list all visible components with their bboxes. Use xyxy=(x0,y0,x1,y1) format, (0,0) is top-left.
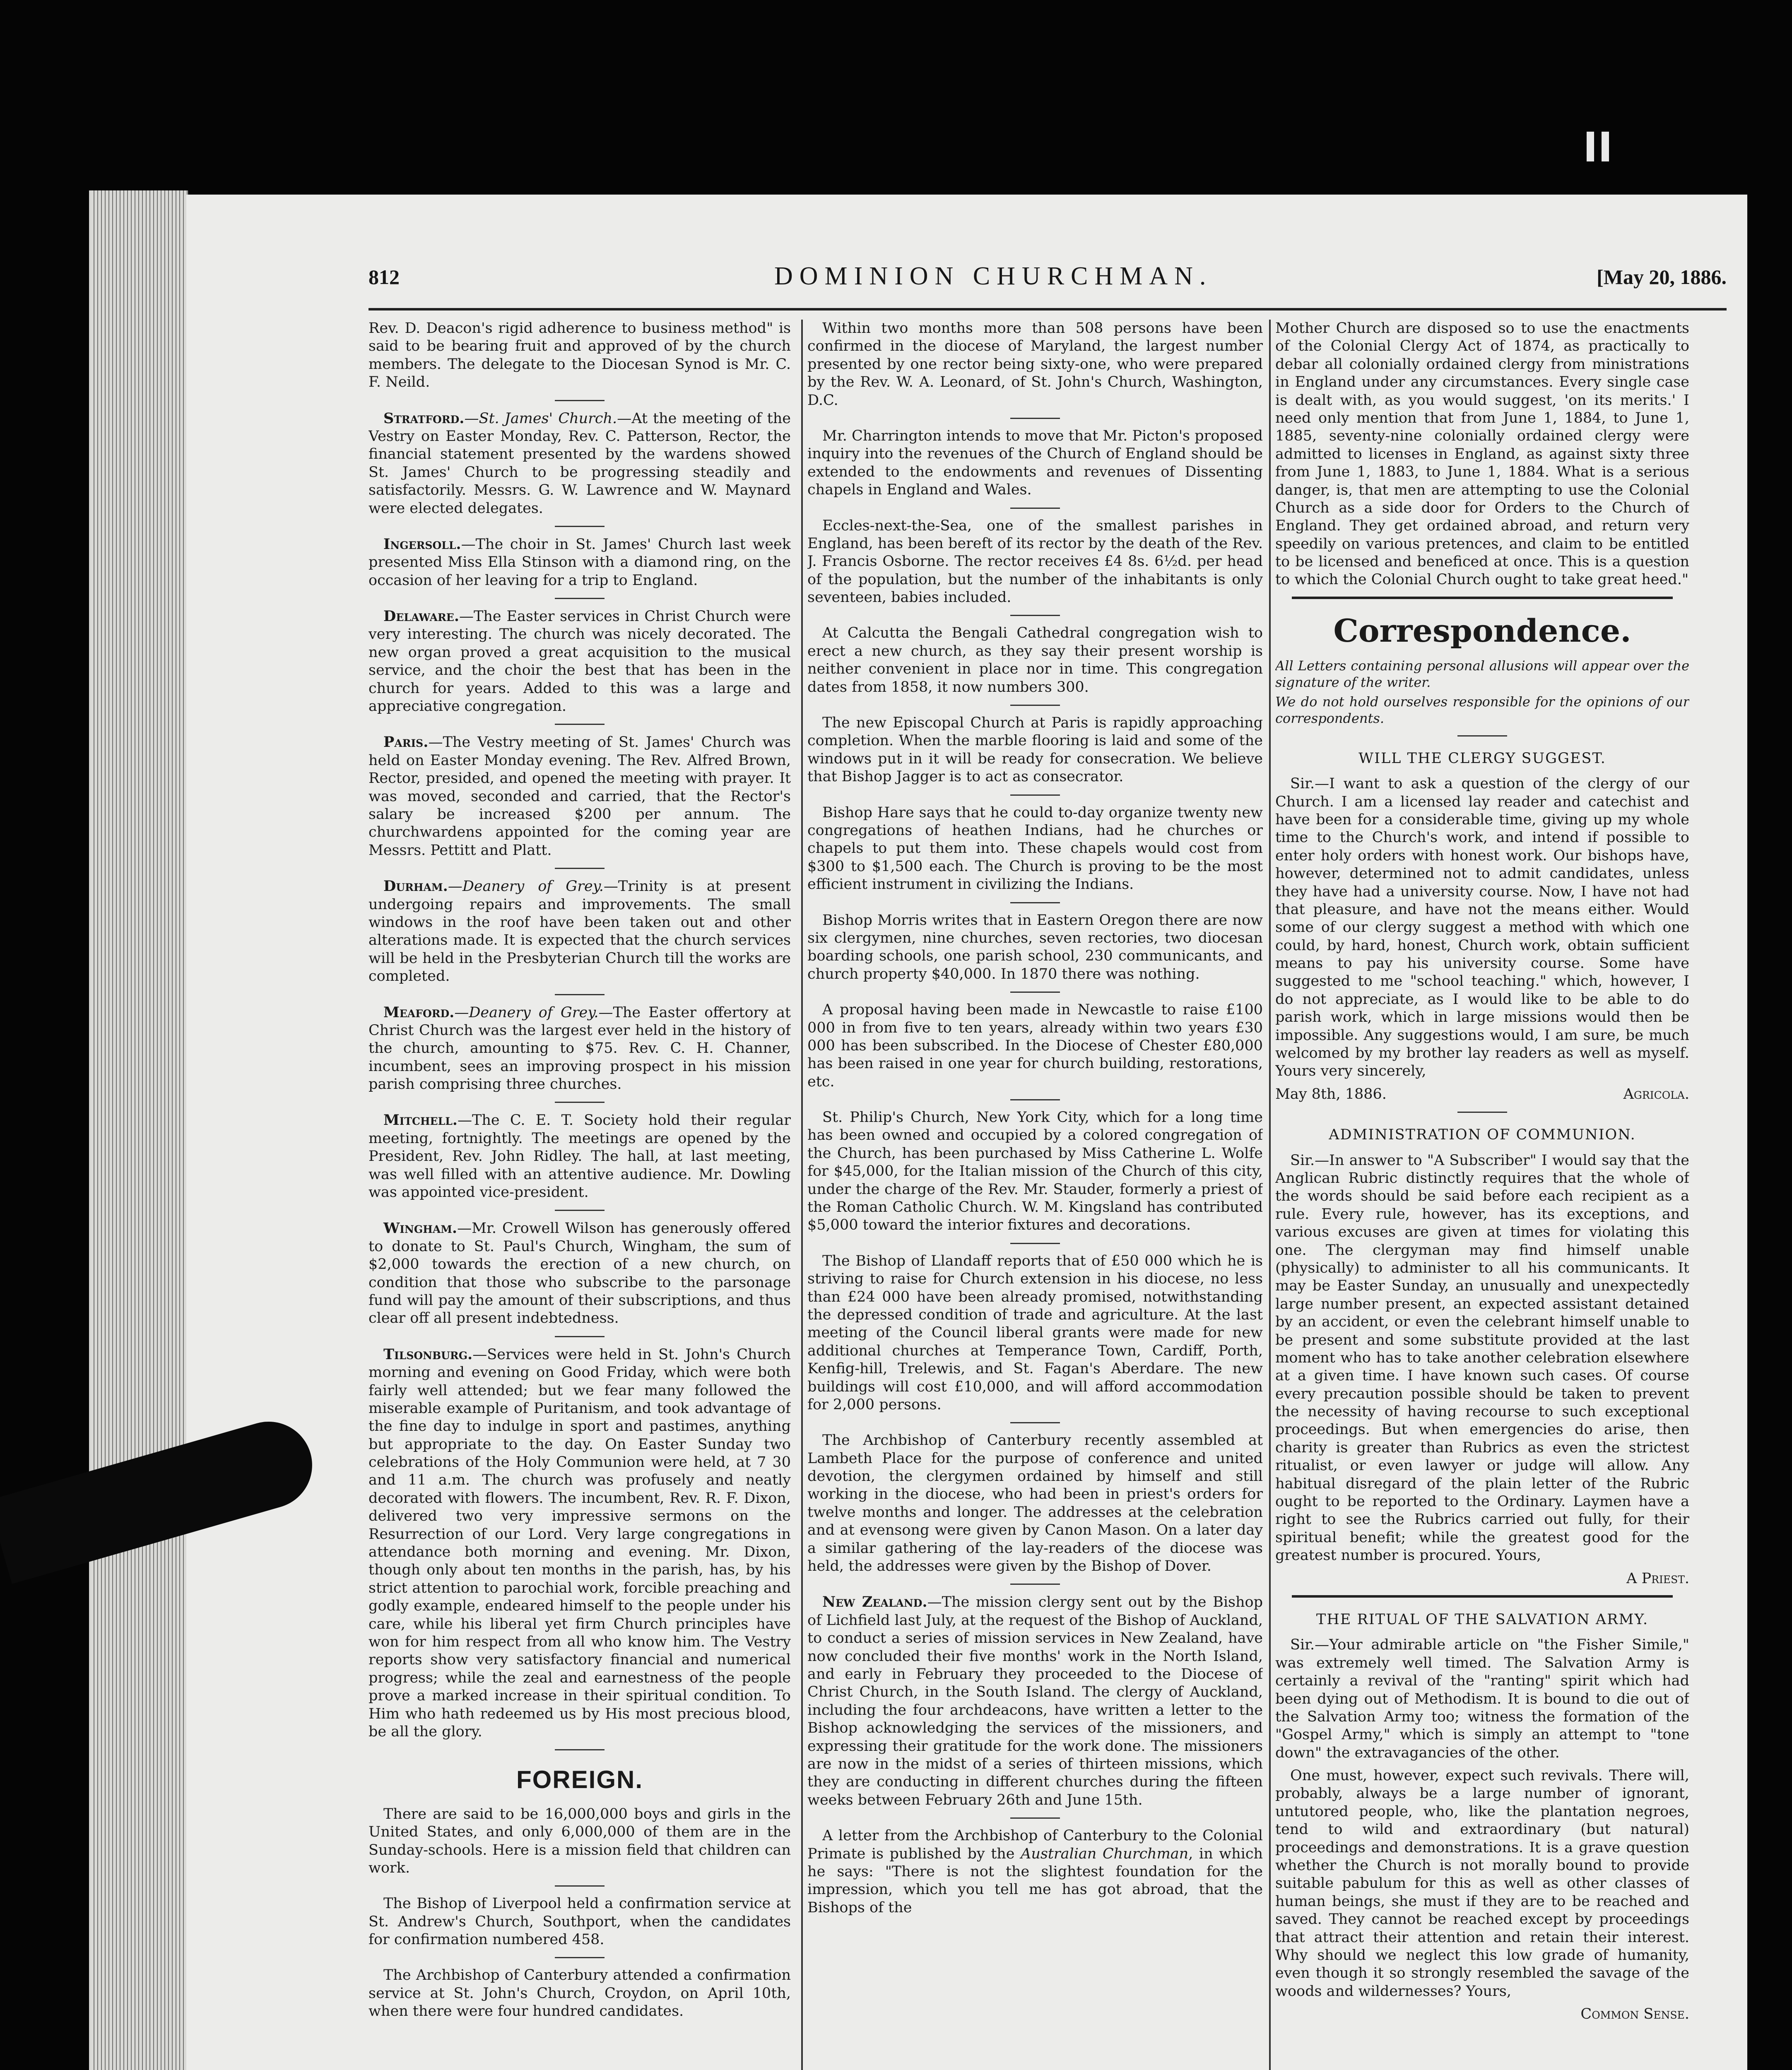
separator xyxy=(1457,735,1507,737)
article: The Archbishop of Canterbury recently assembled at Lambeth Place for the purpose of conference and united devotion, the clergymen ordained by himself and still working in the diocese, who had been in priest's orders for twelve months and longer. The addresses at the celebration and at evensong were given by Canon Mason. On a later day a similar gathering of the lay-readers of the diocese was held, the addresses were given by the Bishop of Dover. xyxy=(807,1432,1263,1575)
column-1 xyxy=(369,320,791,2070)
letter-title: ADMINISTRATION OF COMMUNION. xyxy=(1329,1126,1636,1143)
column-rule xyxy=(1269,320,1271,2070)
article: Rev. D. Deacon's rigid adherence to business method" is said to be bearing fruit and approved of by the church members. The delegate to the Diocesan Synod is Mr. C. F. Neild. xyxy=(369,320,791,391)
separator xyxy=(1010,1243,1060,1244)
letter-signature: A Priest. xyxy=(1626,1570,1689,1587)
article: The Bishop of Llandaff reports that of £50 000 which he is striving to raise for Church extension in his diocese, no less than £24 000 have been already promised, notwithstanding the depressed condition of trade and agriculture. At the last meeting of the Council liberal grants were made for new additional churches at Temperance Town, Cardiff, Porth, Kenfig-hill, Trelewis, and St. Fagan's Aberdare. The new buildings will cost £10,000, and will afford accommodation for 2,000 persons. xyxy=(807,1252,1263,1413)
separator xyxy=(1010,1584,1060,1585)
separator xyxy=(1010,508,1060,509)
separator xyxy=(555,994,605,995)
column-rule xyxy=(801,320,803,2070)
page-date: [May 20, 1886. xyxy=(1597,265,1727,289)
article: Delaware.—The Easter services in Christ Church were very interesting. The church was nicely decorated. The new organ proved a great acquisition to the musical service, and the choir the best that has been in the church for years. Added to this was a large and appreciative congregation. xyxy=(369,608,791,715)
separator xyxy=(555,868,605,869)
column-3 xyxy=(1275,320,1689,2070)
article: Bishop Morris writes that in Eastern Oregon there are now six clergymen, nine churches, seven rectories, two diocesan boarding schools, one parish school, 230 communicants, and church property $40,000. In 1870 there was nothing. xyxy=(807,912,1263,982)
letter-title: THE RITUAL OF THE SALVATION ARMY. xyxy=(1316,1611,1649,1628)
article: Within two months more than 508 persons have been confirmed in the diocese of Maryland, the largest number presented by one rector being sixty-one, who were prepared by the Rev. W. A. Leonard, of St. John's Church, Washington, D.C. xyxy=(807,320,1263,409)
letter-body: Sir.—I want to ask a question of the clergy of our Church. I am a licensed lay reader and catechist and have been for a considerable time, giving up my whole time to the Church's work, and intend if possible to enter holy orders with honest work. Our bishops have, however, determined not to admit candidates, unless they have had a university course. Now, I have not had that pleasure, and have not the means either. Would some of our clergy suggest a method with which one could, by hard, honest, Church work, obtain sufficient means to pay his university course. Some have suggested to me "school teaching." which, however, I do not appreciate, as I would like to be able to do parish work, which in large missions would then be impossible. Any suggestions would, I am sure, be much welcomed by my brother lay readers as well as myself. Yours very sincerely, xyxy=(1275,775,1689,1080)
article: The Bishop of Liverpool held a confirmation service at St. Andrew's Church, Southport, when the candidates for confirmation numbered 458. xyxy=(369,1895,791,1948)
column-2 xyxy=(807,320,1263,2070)
letter-body: Sir.—In answer to "A Subscriber" I would say that the Anglican Rubric distinctly requires that the whole of the words should be said before each recipient as a rule. Every rule, however, has its exceptions, and various excuses are given at times for violating this one. The clergyman may find himself unable (physically) to administer to all his communicants. It may be Easter Sunday, an unusually and unexpectedly large number present, an expected assistant detained by an accident, or even the celebrant himself unable to be present and some substitute provided at the last moment who has to take another celebration elsewhere at a given time. I have known such cases. Of course every precaution possible should be taken to prevent the necessity of having recourse to such exceptional proceedings. But when emergencies do arise, then charity is greater than Rubrics as even the strictest ritualist, or even lawyer or judge will allow. Any habitual disregard of the plain letter of the Rubric ought to be reported to the Ordinary. Laymen have a right to see the Rubrics carried out fully, for their spiritual benefit; while the greatest good for the greatest number is procured. Yours, xyxy=(1275,1152,1689,1564)
separator xyxy=(555,526,605,527)
letter-title: WILL THE CLERGY SUGGEST. xyxy=(1358,750,1606,767)
page-number: 812 xyxy=(369,265,400,289)
article: Mitchell.—The C. E. T. Society hold their regular meeting, fortnightly. The meetings are opened by the President, Rev. John Ridley. The hall, at last meeting, was well filled with an attentive audience. Mr. Dowling was appointed vice-president. xyxy=(369,1112,791,1201)
section-heading-foreign: FOREIGN. xyxy=(516,1766,643,1794)
article: Meaford.—Deanery of Grey.—The Easter offertory at Christ Church was the largest ever held in the history of the church, amounting to $75. Rev. C. H. Channer, incumbent, sees an improving prospect in his mission parish comprising three churches. xyxy=(369,1004,791,1093)
article: Ingersoll.—The choir in St. James' Church last week presented Miss Ella Stinson with a diamond ring, on the occasion of her leaving for a trip to England. xyxy=(369,535,791,589)
separator xyxy=(1010,615,1060,616)
separator xyxy=(1010,794,1060,796)
separator xyxy=(1010,1817,1060,1819)
article: There are said to be 16,000,000 boys and girls in the United States, and only 6,000,000 of them are in the Sunday-schools. Here is a mission field that children can work. xyxy=(369,1805,791,1876)
separator xyxy=(555,598,605,599)
separator xyxy=(555,1749,605,1750)
separator xyxy=(1457,1112,1507,1113)
letter-date: May 8th, 1886. xyxy=(1275,1086,1387,1102)
article: A letter from the Archbishop of Canterbury to the Colonial Primate is published by the Australian Churchman, in which he says: "There is not the slightest foundation for the impression, which you tell me has got abroad, that the Bishops of the xyxy=(807,1827,1263,1916)
separator xyxy=(1010,418,1060,419)
article: Mr. Charrington intends to move that Mr. Picton's proposed inquiry into the revenues of the Church of England should be extended to the endowments and revenues of Dissenting chapels in England and Wales. xyxy=(807,427,1263,498)
double-rule xyxy=(1292,1595,1673,1598)
article: The new Episcopal Church at Paris is rapidly approaching completion. When the marble flooring is laid and some of the windows put in it will be ready for consecration. We believe that Bishop Jagger is to act as consecrator. xyxy=(807,715,1263,785)
letter-body: One must, however, expect such revivals. There will, probably, always be a large number of ignorant, untutored people, who, like the plantation negroes, tend to wild and extraordinary (but natural) proceedings and demonstrations. It is a grave question whether the Church is not morally bound to provide suitable pabulum for this as well as other classes of human beings, she must if they are to be reached and saved. They cannot be reached except by proceedings that attract their attention and retain their interest. Why should we neglect this low grade of humanity, even though it so strongly resembled the savage of the woods and wildernesses? Yours, xyxy=(1275,1767,1689,2000)
page-edges xyxy=(89,190,188,2070)
article: Paris.—The Vestry meeting of St. James' Church was held on Easter Monday evening. The Rev. Alfred Brown, Rector, presided, and opened the meeting with prayer. It was moved, seconded and carried, that the Rector's salary be increased $200 per annum. The churchwardens appointed for the coming year are Messrs. Pettitt and Platt. xyxy=(369,734,791,859)
letter-signature: Common Sense. xyxy=(1580,2006,1689,2023)
article: Durham.—Deanery of Grey.—Trinity is at present undergoing repairs and improvements. The small windows in the roof have been taken out and other alterations made. It is expected that the church services will be held in the Presbyterian Church till the works are completed. xyxy=(369,878,791,985)
separator xyxy=(555,400,605,401)
separator xyxy=(555,1957,605,1958)
separator xyxy=(555,1336,605,1337)
article: Mother Church are disposed so to use the enactments of the Colonial Clergy Act of 1874, as practically to debar all colonially ordained clergy from ministrations in England under any circumstances. Every single case is dealt with, as you would suggest, 'on its merits.' I need only mention that from June 1, 1884, to June 1, 1885, seventy-nine colonially ordained clergy were admitted to licenses in England, as against sixty three from June 1, 1883, to June 1, 1884. What is a serious danger, is, that men are attempting to use the Colonial Church as a side door for Orders to the Church of England. They get ordained abroad, and return very speedily on various pretences, and claim to be entitled to be licensed and beneficed at once. This is a question to which the Colonial Church ought to take great heed." xyxy=(1275,320,1689,588)
double-rule xyxy=(1292,597,1673,599)
article: A proposal having been made in Newcastle to raise £100 000 in from five to ten years, already within two years £30 000 has been subscribed. In the Diocese of Chester £80,000 has been raised in one year for church building, restorations, etc. xyxy=(807,1001,1263,1090)
article: Tilsonburg.—Services were held in St. John's Church morning and evening on Good Friday, which were both fairly well attended; but we fear many followed the miserable example of Puritanism, and took advantage of the fine day to indulge in sport and pastimes, anything but appropriate to the day. On Easter Sunday two celebrations of the Holy Communion were held, at 7 30 and 11 a.m. The church was profusely and neatly decorated with flowers. The incumbent, Rev. R. F. Dixon, delivered two very impressive sermons on the Resurrection of our Lord. Very large congregations in attendance both morning and evening. Mr. Dixon, though only about ten months in the parish, has, by his strict attention to parochial work, forcible preaching and godly example, endeared himself to the people under his care, while his liberal yet firm Church principles have won for him respect from all who know him. The Vestry reports show very satisfactory financial and numerical progress; while the zeal and earnestness of the people prove a marked increase in their spiritual condition. To Him who hath redeemed us by His most precious blood, be all the glory. xyxy=(369,1346,791,1740)
article: At Calcutta the Bengali Cathedral congregation wish to erect a new church, as they say their present worship is neither convenient in place nor in time. This congregation dates from 1858, it now numbers 300. xyxy=(807,625,1263,696)
separator xyxy=(555,724,605,725)
article: Stratford.—St. James' Church.—At the meeting of the Vestry on Easter Monday, Rev. C. Patterson, Rector, the financial statement presented by the wardens showed St. James' Church to be progressing steadily and satisfactorily. Messrs. G. W. Lawrence and W. Maynard were elected delegates. xyxy=(369,409,791,517)
page-header xyxy=(369,262,1727,299)
section-heading-correspondence: Correspondence. xyxy=(1333,612,1631,649)
editorial-note: We do not hold ourselves responsible for the opinions of our correspondents. xyxy=(1275,694,1689,727)
corner-mark xyxy=(1587,132,1594,161)
header-rule xyxy=(369,308,1727,310)
article: St. Philip's Church, New York City, which for a long time has been owned and occupied by a colored congregation of the Church, has been purchased by Miss Catherine L. Wolfe for $45,000, for the Italian mission of the Church of this city, under the charge of the Rev. Mr. Stauder, formerly a priest of the Roman Catholic Church. W. M. Kingsland has contributed $5,000 toward the interior fixtures and decorations. xyxy=(807,1109,1263,1234)
article: New Zealand.—The mission clergy sent out by the Bishop of Lichfield last July, at the request of the Bishop of Auckland, to conduct a series of mission services in New Zealand, have now concluded their five months' work in the North Island, and early in February they proceeded to the Diocese of Christ Church, in the South Island. The clergy of Auckland, including the four archdeacons, have written a letter to the Bishop acknowledging the services of the missioners, and expressing their gratitude for the work done. The missioners are now in the midst of a series of thirteen missions, which they are conducting in different churches during the fifteen weeks between February 26th and June 15th. xyxy=(807,1593,1263,1808)
separator xyxy=(1010,902,1060,903)
article: The Archbishop of Canterbury attended a confirmation service at St. John's Church, Croydon, on April 10th, when there were four hundred candidates. xyxy=(369,1967,791,2020)
letter-body: Sir.—Your admirable article on "the Fisher Simile," was extremely well timed. The Salvation Army is certainly a revival of the "ranting" spirit which had been dying out of Methodism. It is bound to die out of the Salvation Army too; witness the formation of the "Gospel Army," which is simply an attempt to "tone down" the extravagancies of the other. xyxy=(1275,1637,1689,1761)
editorial-note: All Letters containing personal allusions will appear over the signature of the writer. xyxy=(1275,658,1689,690)
article: Eccles-next-the-Sea, one of the smallest parishes in England, has been bereft of its rector by the death of the Rev. J. Francis Osborne. The rector receives £4 8s. 6½d. per head of the population, but the number of the inhabitants is only seventeen, babies included. xyxy=(807,517,1263,606)
separator xyxy=(555,1210,605,1211)
separator xyxy=(1010,705,1060,706)
page-title: DOMINION CHURCHMAN. xyxy=(774,262,1213,290)
article: Wingham.—Mr. Crowell Wilson has generously offered to donate to St. Paul's Church, Wingham, the sum of $2,000 towards the erection of a new church, on condition that those who subscribe to the parsonage fund will pay the amount of their subscriptions, and thus clear off all present indebtedness. xyxy=(369,1220,791,1327)
corner-mark xyxy=(1602,132,1609,161)
article: Bishop Hare says that he could to-day organize twenty new congregations of heathen Indians, had he churches or chapels to put them into. These chapels would cost from $300 to $1,500 each. The Church is proving to be the most efficient instrument in civilizing the Indians. xyxy=(807,804,1263,893)
separator xyxy=(1010,1422,1060,1423)
separator xyxy=(1010,1099,1060,1100)
separator xyxy=(1010,992,1060,993)
letter-signature: Agricola. xyxy=(1623,1086,1689,1102)
separator xyxy=(555,1102,605,1103)
separator xyxy=(555,1885,605,1887)
letter-dateline xyxy=(1275,1086,1689,1103)
